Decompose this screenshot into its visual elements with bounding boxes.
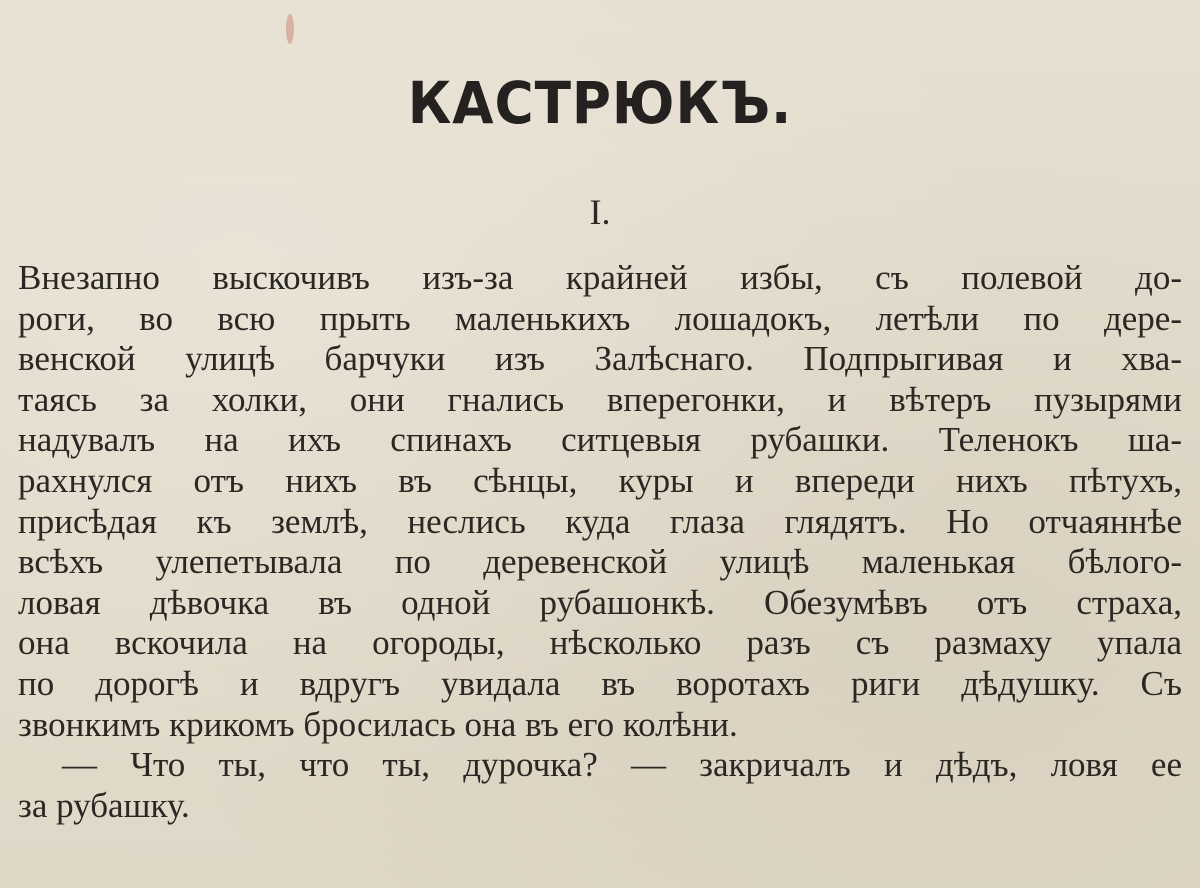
text-line: — Что ты, что ты, дурочка? — закричалъ и дѣдъ, ловя ее [62,745,1182,785]
text-line: по дорогѣ и вдругъ увидала въ воротахъ риги дѣдушку. Съ [18,663,1182,703]
text-line: присѣдая къ землѣ, неслись куда глаза глядятъ. Но отчаяннѣе [18,501,1182,541]
text-line: ловая дѣвочка въ одной рубашонкѣ. Обезумѣвъ отъ страха, [18,582,1182,622]
text-line: за рубашку. [18,785,190,825]
text-line: звонкимъ крикомъ бросилась она въ его колѣни. [18,704,738,744]
text-line: Внезапно выскочивъ изъ-за крайней избы, съ полевой до- [18,258,1182,297]
text-line: всѣхъ улепетывала по деревенской улицѣ маленькая бѣлого- [18,542,1182,582]
text-line: надувалъ на ихъ спинахъ ситцевыя рубашки. Теленокъ ша- [18,420,1182,460]
paper-spot [286,14,294,44]
text-line: рахнулся отъ нихъ въ сѣнцы, куры и впереди нихъ пѣтухъ, [18,460,1182,500]
page-title: КАСТРЮКЪ. [407,69,793,137]
chapter-number: I. [589,192,611,232]
text-line: роги, во всю прыть маленькихъ лошадокъ, летѣли по дере- [18,298,1182,338]
body-text [18,258,1182,826]
text-line: она вскочила на огороды, нѣсколько разъ съ размаху упала [18,623,1182,663]
text-line: венской улицѣ барчуки изъ Залѣснаго. Подпрыгивая и хва- [18,339,1182,379]
text-line: таясь за холки, они гнались вперегонки, и вѣтеръ пузырями [18,379,1182,419]
